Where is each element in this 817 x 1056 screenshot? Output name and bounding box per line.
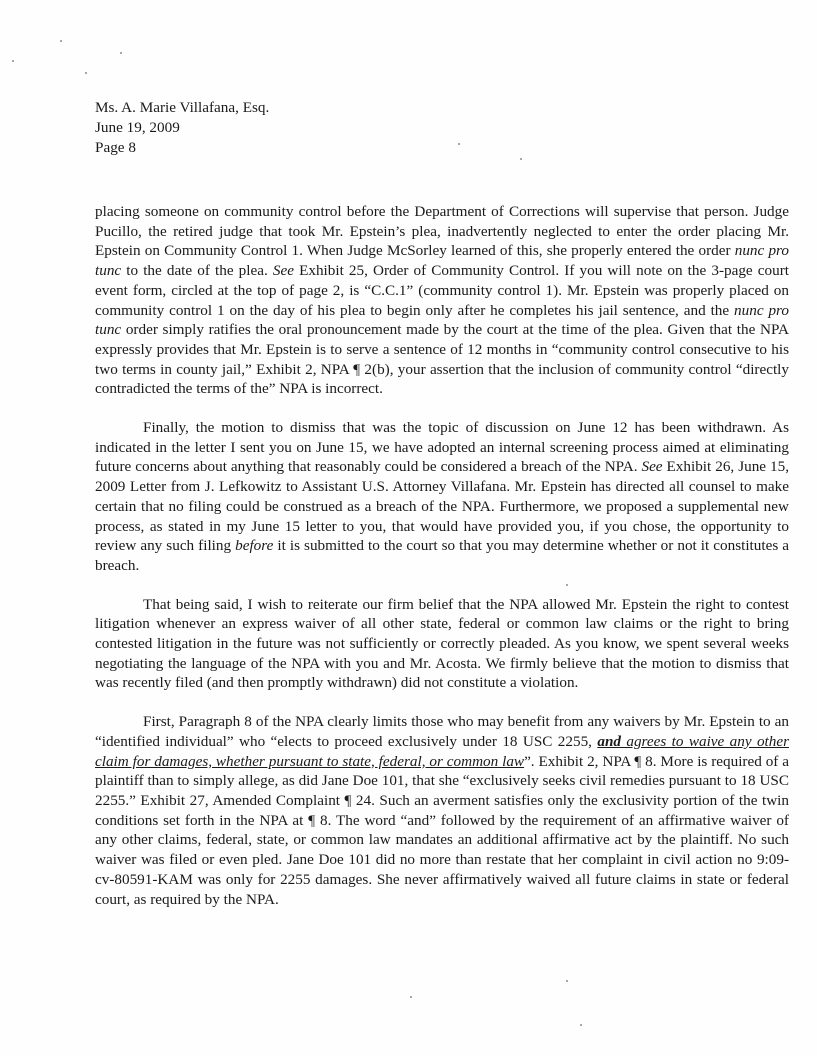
text-run: Exhibit 25, Order of Community Control. If you will note on the 3-page court event form, circled at the top of page 2, is “C.C.1” (community control 1). Mr. Epstein was properly placed on community control 1 on the day of his plea to begin only after he completes his jail sentence, and the xyxy=(95,262,789,319)
paragraph-first-argument xyxy=(95,712,789,909)
scan-speck xyxy=(12,60,14,62)
letter-header xyxy=(95,98,269,158)
scan-speck xyxy=(520,158,522,160)
paragraph-community-control xyxy=(95,202,789,399)
letter-date: June 19, 2009 xyxy=(95,119,180,136)
text-run: Finally, the motion to dismiss that was the topic of discussion on June 12 has been withdrawn. As indicated in the letter I sent you on June 15, we have adopted an internal screening process aimed at eliminating future concerns about anything that reasonably could be considered a breach of the NPA. xyxy=(95,419,789,476)
underlined-quote: agrees to waive any other claim for damages, whether pursuant to state, federal, or common law xyxy=(95,732,790,770)
scan-speck xyxy=(580,1024,582,1026)
text-run: That being said, I wish to reiterate our firm belief that the NPA allowed Mr. Epstein the right to contest litigation whenever an express waiver of all other state, federal or common law claims or the right to bring contested litigation in the future was not sufficiently or correctly pleaded. As you know, we spent several weeks negotiating the language of the NPA with you and Mr. Acosta. We firmly believe that the motion to dismiss that was recently filed (and then promptly withdrawn) did not constitute a violation. xyxy=(95,595,789,692)
bold-underlined-and: and xyxy=(597,732,621,750)
scan-speck xyxy=(410,996,412,998)
text-run: Exhibit 26, June 15, 2009 Letter from J. Lefkowitz to Assistant U.S. Attorney Villafana. Mr. Epstein has directed all counsel to make certain that no filing could be construed as a breach of the NPA. Furthermore, we proposed a supplemental new process, as stated in my June 15 letter to you, that would have provided you, if you chose, the opportunity to review any such filing xyxy=(95,458,789,555)
text-run: to the date of the plea. xyxy=(121,262,273,280)
letter-body xyxy=(95,202,789,909)
italic-term: nunc pro tunc xyxy=(95,242,789,280)
page-number: Page 8 xyxy=(95,139,136,156)
scan-speck xyxy=(85,72,87,74)
scan-speck xyxy=(120,52,122,54)
text-run: order simply ratifies the oral pronouncement made by the court at the time of the plea. Given that the NPA expressly provides that Mr. Epstein is to serve a sentence of 12 months in “community control consecutive to his two terms in county jail,” Exhibit 2, NPA ¶ 2(b), your assertion that the inclusion of community control “directly contradicted the terms of the” NPA is incorrect. xyxy=(95,321,789,398)
text-run: placing someone on community control before the Department of Corrections will supervise that person. Judge Pucillo, the retired judge that took Mr. Epstein’s plea, inadvertently neglected to enter the order placing Mr. Epstein on Community Control 1. When Judge McSorley learned of this, she properly entered the order xyxy=(95,203,789,260)
text-run: it is submitted to the court so that you may determine whether or not it constitutes a breach. xyxy=(95,537,789,574)
italic-signal: See xyxy=(272,262,294,280)
scan-speck xyxy=(566,980,568,982)
italic-emphasis: before xyxy=(235,537,274,555)
scan-speck xyxy=(458,143,460,145)
text-run: ”. Exhibit 2, NPA ¶ 8. More is required of a plaintiff than to simply allege, as did Jane Doe 101, that she “exclusively seeks civil remedies pursuant to 18 USC 2255.” Exhibit 27, Amended Complaint ¶ 24. Such an averment satisfies only the exclusivity portion of the twin conditions set forth in the NPA at ¶ 8. The word “and” followed by the requirement of an affirmative waiver of any other claims, federal, state, or common law mandates an additional affirmative act by the plaintiff. No such waiver was filed or even pled. Jane Doe 101 did no more than restate that her complaint in civil action no 9:09-cv-80591-KAM was only for 2255 damages. She never affirmatively waived all future claims in state or federal court, as required by the NPA. xyxy=(95,752,789,908)
italic-term: nunc pro tunc xyxy=(95,301,789,339)
paragraph-firm-belief xyxy=(95,595,789,694)
italic-signal: See xyxy=(641,458,663,476)
paragraph-motion-withdrawn xyxy=(95,418,789,576)
text-run: First, Paragraph 8 of the NPA clearly limits those who may benefit from any waivers by Mr. Epstein to an “identified individual” who “elects to proceed exclusively under 18 USC 2255, xyxy=(95,713,789,750)
recipient-name: Ms. A. Marie Villafana, Esq. xyxy=(95,99,270,116)
scan-speck xyxy=(60,40,62,42)
